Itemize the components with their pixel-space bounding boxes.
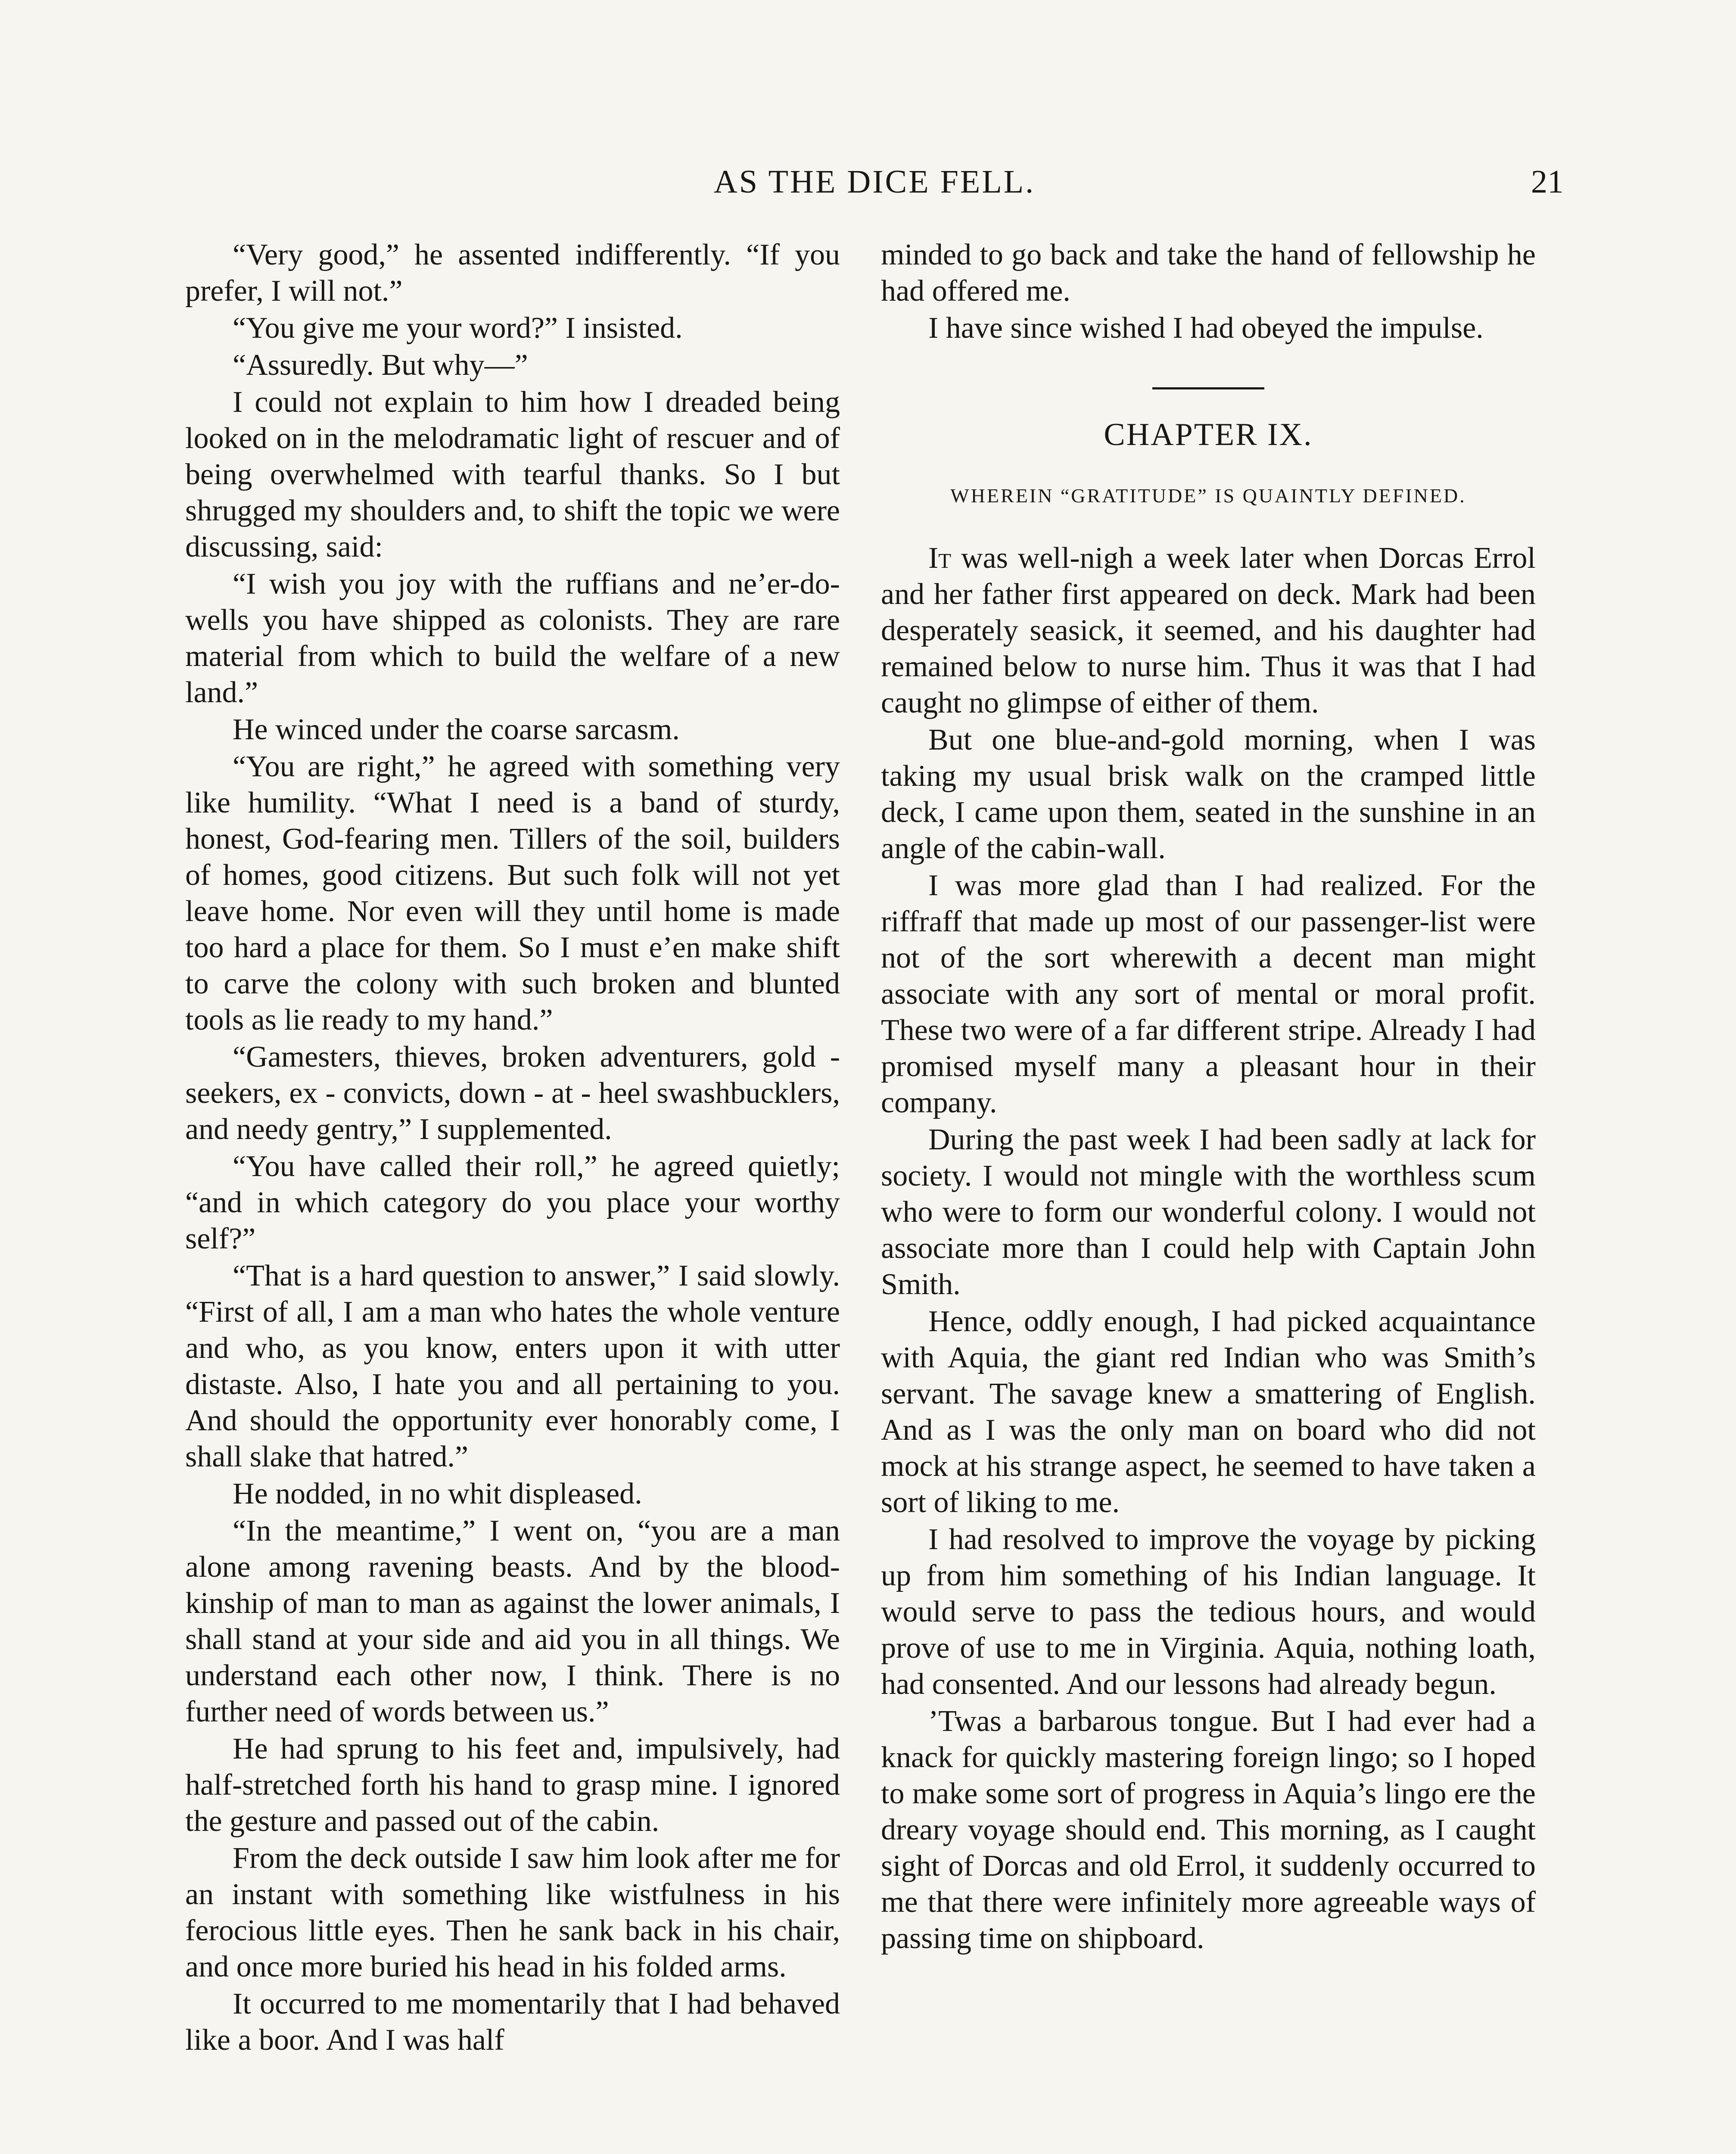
opening-text: was well-nigh a week later when Dorcas Errol and her father first appeared on deck. Mark had been desperately seasick, it seemed, and his daughter had remained below to nurse him. Thus it was that I had caught no glimpse of either of them.	[881, 542, 1536, 719]
paragraph: “I wish you joy with the ruffians and ne’er-do-wells you have shipped as colonists. They are rare material from which to build the welfare of a new land.”	[185, 567, 840, 709]
chapter-title: CHAPTER IX.	[1104, 417, 1313, 452]
paragraph: “Gamesters, thieves, broken adventurers, gold - seekers, ex - convicts, down - at - heel swashbucklers, and needy gentry,” I supplemented.	[185, 1040, 840, 1146]
paragraph: I had resolved to improve the voyage by picking up from him something of his Indian language. It would serve to pass the tedious hours, and would prove of use to me in Virginia. Aquia, nothing loath, had consented. And our lessons had already begun.	[881, 1523, 1536, 1701]
paragraph: “Assuredly. But why—”	[233, 349, 528, 382]
paragraph: “That is a hard question to answer,” I said slowly. “First of all, I am a man who hates the whole venture and who, as you know, enters upon it with utter distaste. Also, I hate you and all pertaining to you. And should the opportunity ever honorably come, I shall slake that hatred.”	[185, 1259, 840, 1473]
paragraph: ’Twas a barbarous tongue. But I had ever had a knack for quickly mastering foreign lingo; so I hoped to make some sort of progress in Aquia’s lingo ere the dreary voyage should end. This morning, as I caught sight of Dorcas and old Errol, it suddenly occurred to me that there were infinitely more agreeable ways of passing time on shipboard.	[881, 1705, 1536, 1955]
paragraph: “In the meantime,” I went on, “you are a man alone among ravening beasts. And by the blood-kinship of man to man as against the lower animals, I shall stand at your side and aid you in all things. We understand each other now, I think. There is no further need of words between us.”	[185, 1514, 840, 1728]
paragraph: I have since wished I had obeyed the impulse.	[928, 311, 1484, 345]
paragraph: “You give me your word?” I insisted.	[233, 311, 683, 345]
paragraph: During the past week I had been sadly at lack for society. I would not mingle with the worthless scum who were to form our wonderful colony. I would not associate more than I could help with Captain John Smith.	[881, 1123, 1536, 1301]
paragraph: But one blue-and-gold morning, when I was taking my usual brisk walk on the cramped little deck, I came upon them, seated in the sunshine in an angle of the cabin-wall.	[881, 723, 1536, 865]
paragraph: It occurred to me momentarily that I had behaved like a boor. And I was half	[185, 1987, 840, 2057]
paragraph: “You have called their roll,” he agreed quietly; “and in which category do you place your worthy self?”	[185, 1150, 840, 1255]
chapter-opening-paragraph	[881, 540, 1536, 721]
paragraph: “Very good,” he assented indifferently. “If you prefer, I will not.”	[185, 238, 840, 308]
paragraph: He had sprung to his feet and, impulsively, had half-stretched forth his hand to grasp mine. I ignored the gesture and passed out of the cabin.	[185, 1732, 840, 1838]
running-head	[185, 160, 1564, 203]
paragraph: From the deck outside I saw him look after me for an instant with something like wistfulness in his ferocious little eyes. Then he sank back in his chair, and once more buried his head in his folded arms.	[185, 1842, 840, 1983]
paragraph: “You are right,” he agreed with something very like humility. “What I need is a band of sturdy, honest, God-fearing men. Tillers of the soil, builders of homes, good citizens. But such folk will not yet leave home. Nor even will they until home is made too hard a place for them. So I must e’en make shift to carve the colony with such broken and blunted tools as lie ready to my hand.”	[185, 750, 840, 1037]
chapter-subtitle: WHEREIN “GRATITUDE” IS QUAINTLY DEFINED.	[950, 485, 1466, 507]
paragraph: I could not explain to him how I dreaded being looked on in the melodramatic light of rescuer and of being overwhelmed with tearful thanks. So I but shrugged my shoulders and, to shift the topic we were discussing, said:	[185, 386, 840, 563]
right-column	[881, 237, 1536, 1957]
paragraph: I was more glad than I had realized. For the riffraff that made up most of our passenger-list were not of the sort wherewith a decent man might associate with any sort of mental or moral profit. These two were of a far different stripe. Already I had promised myself many a pleasant hour in their company.	[881, 869, 1536, 1119]
section-divider	[1152, 387, 1264, 389]
paragraph: He winced under the coarse sarcasm.	[233, 713, 680, 746]
page-number: 21	[1531, 164, 1564, 200]
paragraph-continuation: minded to go back and take the hand of fellowship he had offered me.	[881, 238, 1536, 308]
opening-word: It	[928, 542, 952, 575]
left-column	[185, 237, 840, 2058]
running-title: AS THE DICE FELL.	[713, 164, 1036, 200]
paragraph: Hence, oddly enough, I had picked acquaintance with Aquia, the giant red Indian who was Smith’s servant. The savage knew a smattering of English. And as I was the only man on board who did not mock at his strange aspect, he seemed to have taken a sort of liking to me.	[881, 1305, 1536, 1519]
paragraph: He nodded, in no whit displeased.	[233, 1477, 642, 1510]
